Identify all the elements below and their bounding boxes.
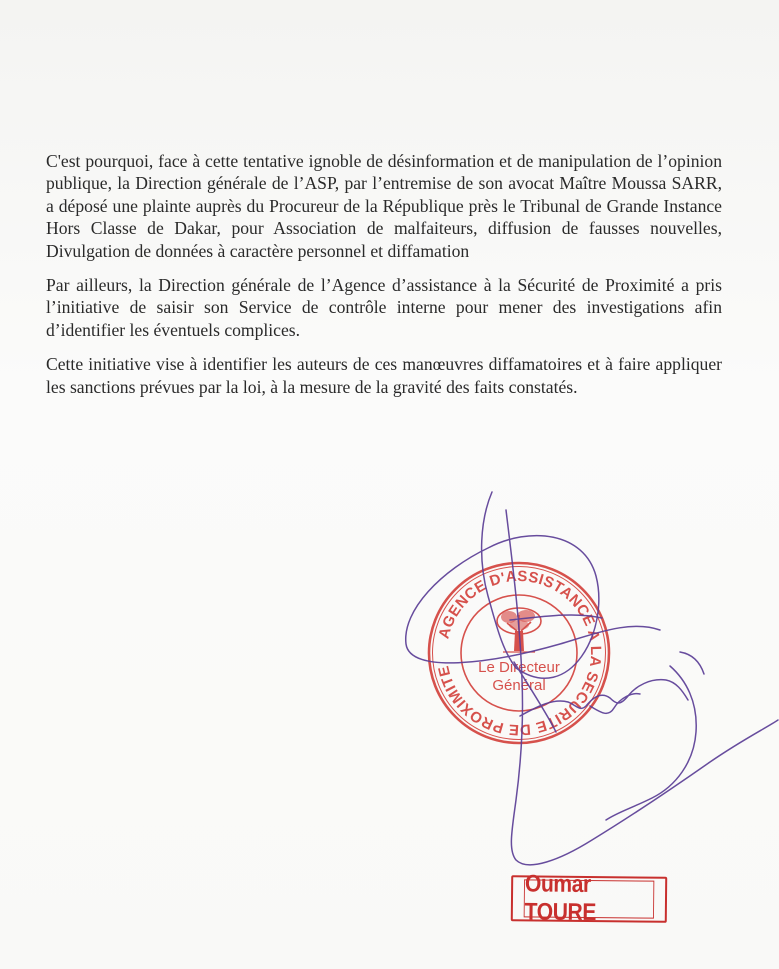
paragraph-controle-interne: Par ailleurs, la Direction générale de l’Agence d’assistance à la Sécurité de Proximité a pris l’initiative de saisir son Service de contrôle interne pour mener des investigations afin d’identifier les éventuels complices.: [46, 275, 722, 340]
signatory-name: Oumar TOURE: [524, 879, 655, 918]
stamp-ring-text: AGENCE D'ASSISTANCE A LA SECURITE DE PROXIMITE: [435, 567, 605, 739]
stamp-title-line2: Général: [492, 677, 546, 694]
document-body: [46, 150, 722, 410]
baobab-tree-icon: [497, 608, 541, 652]
official-round-stamp: [425, 559, 613, 747]
stamp-title-line1: Le Directeur: [478, 659, 560, 676]
paragraph-sanctions: Cette initiative vise à identifier les auteurs de ces manœuvres diffamatoires et à faire appliquer les sanctions prévues par la loi, à la mesure de la gravité des faits constatés.: [46, 354, 722, 397]
paragraph-plainte: C'est pourquoi, face à cette tentative ignoble de désinformation et de manipulation de l’opinion publique, la Direction générale de l’ASP, par l’entremise de son avocat Maître Moussa SARR, a déposé une plainte auprès du Procureur de la République près le Tribunal de Grande Instance Hors Classe de Dakar, pour Association de malfaiteurs, diffusion de fausses nouvelles, Divulgation de données à caractère personnel et diffamation: [46, 151, 722, 261]
name-stamp: [511, 870, 667, 927]
